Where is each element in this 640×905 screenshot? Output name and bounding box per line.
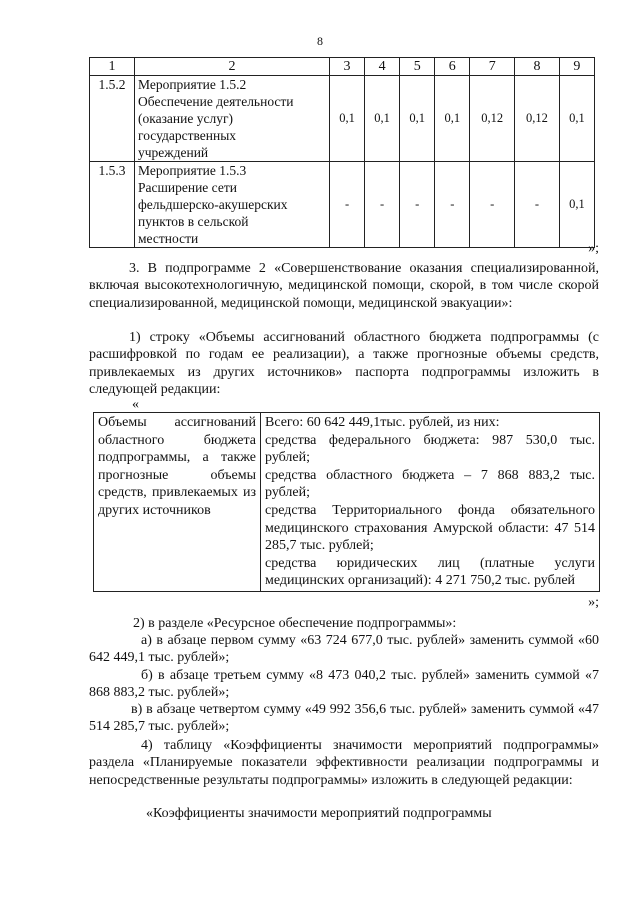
passport-label: Объемы ассигнований областного бюджета подпрограммы, а также прогнозные объемы средств, привлекаемых из других источников: [94, 413, 261, 592]
row-description: Мероприятие 1.5.2 Обеспечение деятельности (оказание услуг) государственных учреждений: [135, 76, 330, 162]
passport-line: средства областного бюджета – 7 868 883,2 тыс. рублей;: [265, 467, 595, 501]
header-cell: 6: [435, 58, 470, 76]
table-cell: -: [330, 162, 365, 248]
table-cell: -: [365, 162, 400, 248]
header-cell: 2: [135, 58, 330, 76]
table-cell: 0,12: [470, 76, 515, 162]
table-cell: 0,1: [330, 76, 365, 162]
header-cell: 3: [330, 58, 365, 76]
passport-line: Всего: 60 642 449,1тыс. рублей, из них:: [265, 415, 500, 430]
table-row: [90, 162, 595, 248]
table-cell: 0,1: [559, 76, 594, 162]
row-code: 1.5.2: [90, 76, 135, 162]
open-quote: «: [132, 397, 139, 412]
paragraph-3-1: 1) строку «Объемы ассигнований областного бюджета подпрограммы (с расшифровкой по годам ее реализации), а также прогнозные объемы средств, привлекаемых из других источников» паспорта подпрограммы изложить в следующей редакции:: [89, 330, 599, 397]
table-header-row: [90, 58, 595, 76]
passport-values: [261, 413, 600, 592]
table-cell: -: [470, 162, 515, 248]
table-cell: -: [515, 162, 560, 248]
header-cell: 4: [365, 58, 400, 76]
item-2: 2) в разделе «Ресурсное обеспечение подпрограммы»:: [133, 616, 457, 631]
section-title: «Коэффициенты значимости мероприятий подпрограммы: [146, 806, 492, 821]
table-cell: 0,1: [559, 162, 594, 248]
table-row: [90, 76, 595, 162]
table-cell: -: [435, 162, 470, 248]
significance-table: [89, 57, 595, 248]
header-cell: 7: [470, 58, 515, 76]
header-cell: 1: [90, 58, 135, 76]
table-closing-quote: »;: [588, 241, 599, 256]
item-2c: в) в абзаце четвертом сумму «49 992 356,6 тыс. рублей» заменить суммой «47 514 285,7 тыс. рублей»;: [89, 702, 599, 735]
row-code: 1.5.3: [90, 162, 135, 248]
table-cell: 0,1: [435, 76, 470, 162]
table-cell: 0,1: [400, 76, 435, 162]
item-2a: а) в абзаце первом сумму «63 724 677,0 тыс. рублей» заменить суммой «60 642 449,1 тыс. рублей»;: [89, 633, 599, 666]
table-cell: -: [400, 162, 435, 248]
table-row: [94, 413, 600, 592]
page-number: 8: [317, 34, 323, 48]
paragraph-3: 3. В подпрограмме 2 «Совершенствование оказания специализированной, включая высокотехнологичную, медицинской помощи, скорой, в том числе скорой специализированной, медицинской помощи, медицинской эвакуации»:: [89, 261, 599, 311]
item-2b: б) в абзаце третьем сумму «8 473 040,2 тыс. рублей» заменить суммой «7 868 883,2 тыс. рублей»;: [89, 668, 599, 701]
header-cell: 9: [559, 58, 594, 76]
passport-table: [93, 412, 600, 592]
header-cell: 5: [400, 58, 435, 76]
table2-closing-quote: »;: [588, 595, 599, 610]
passport-line: средства федерального бюджета: 987 530,0 тыс. рублей;: [265, 432, 595, 466]
table-cell: 0,12: [515, 76, 560, 162]
passport-line: средства юридических лиц (платные услуги медицинских организаций): 4 271 750,2 тыс. рублей: [265, 555, 595, 589]
table-cell: 0,1: [365, 76, 400, 162]
row-description: Мероприятие 1.5.3 Расширение сети фельдшерско-акушерских пунктов в сельской местности: [135, 162, 330, 248]
item-4: 4) таблицу «Коэффициенты значимости мероприятий подпрограммы» раздела «Планируемые показатели эффективности реализации подпрограммы и непосредственные результаты подпрограммы» изложить в следующей редакции:: [89, 738, 599, 788]
passport-line: средства Территориального фонда обязательного медицинского страхования Амурской области: 47 514 285,7 тыс. рублей;: [265, 502, 595, 554]
header-cell: 8: [515, 58, 560, 76]
